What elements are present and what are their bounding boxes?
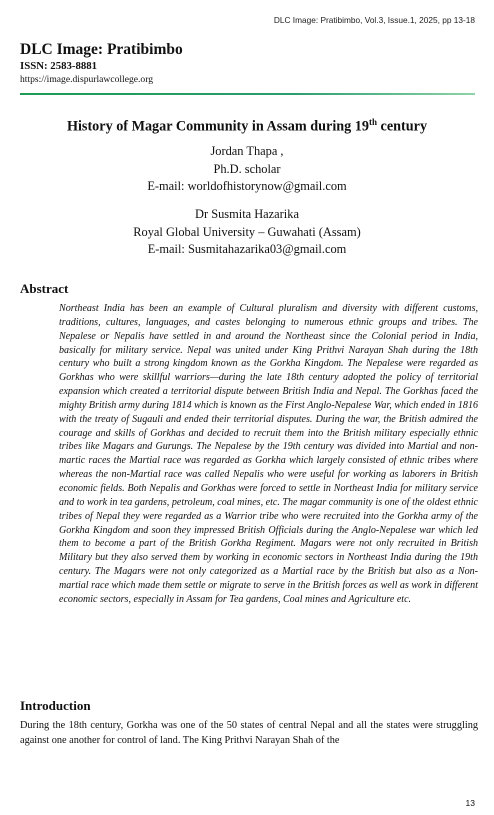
author-block-2	[0, 206, 494, 259]
journal-url[interactable]: https://image.dispurlawcollege.org	[20, 74, 154, 85]
paper-title-tail: century	[377, 118, 428, 135]
running-header: DLC Image: Pratibimbo, Vol.3, Issue.1, 2025, pp 13-18	[273, 15, 475, 25]
header-divider	[20, 93, 475, 95]
journal-issn: ISSN: 2583-8881	[20, 60, 98, 72]
journal-title: DLC Image: Pratibimbo	[20, 41, 183, 58]
abstract-text: Northeast India has been an example of Cultural pluralism and diversity with different customs, traditions, cultures, languages, and castes belonging to numerous ethnic groups and tribes. The Nepalese or Nepalis have settled in and around the Northeast since the Colonial period in India, basically for military service. Nepal was united under King Prithvi Narayan Shah during the 18th century who built a strong kingdom known as the Gorkha Kingdom. The Nepalese were regarded as Gorkhas who were skillful warriors—during the late 18th century adopted the policy of territorial expansion which created a territorial dispute between British India and Nepal. The Gorkhas faced the mighty British army during 1814 which is known as the First Anglo-Nepalese War, which ended in 1816 with the treaty of Sugauli and ended their territorial disputes. During the war, the British admired the courage and skills of Gorkhas and decided to recruit them into the British military especially ethnic tribes like Magars and Gurungs. The Nepalese by the 19th century was divided into Martial and non-martic races the Martial race was regarded as Gorkha which largely consisted of ethnic tribes where whereas the non-Martial race was called Nepalis who were useful for working as laborers in British economic fields. Both Nepalis and Gorkhas were forced to settle in Northeast India for military service and to work in tea gardens, petroleum, coal mines, etc. The magar community is one of the oldest ethnic tribes of Nepal they were regarded as a Warrior tribe who were recruited into the Gorkha army of the Gorkha Kingdom and soon they impressed British Officials during the Anglo-Nepalese war which led them to become a part of the British Gorkha Regiment. Magars were not only recruited in British Military but they also served them by working in economic sectors in Northeast India during the 19th century. The Magars were not only categorized as a Martial race by the British but also as a Non-martial race which made them settle or migrate to serve in the British forces as well as work in different economic sectors, especially in Assam for Tea gardens, Coal mines and Agriculture etc.	[59, 303, 478, 605]
author-email[interactable]: E-mail: worldofhistorynow@gmail.com	[147, 179, 347, 193]
paper-title-superscript: th	[368, 117, 377, 127]
author-role: Ph.D. scholar	[213, 161, 281, 176]
page-number: 13	[465, 798, 475, 808]
paper-title-main: History of Magar Community in Assam during 19	[66, 118, 369, 135]
author-name: Jordan Thapa ,	[210, 144, 284, 158]
author-block-1	[0, 143, 494, 196]
abstract-heading: Abstract	[20, 281, 69, 296]
journal-masthead	[20, 40, 475, 86]
paper-title	[0, 117, 494, 136]
author-name: Dr Susmita Hazarika	[195, 207, 299, 221]
introduction-text: During the 18th century, Gorkha was one of the 50 states of central Nepal and all the states were struggling against one another for control of land. The King Prithvi Narayan Shah of the	[20, 720, 478, 746]
introduction-heading: Introduction	[20, 698, 91, 713]
author-email[interactable]: E-mail: Susmitahazarika03@gmail.com	[147, 242, 347, 256]
author-affiliation: Royal Global University – Guwahati (Assam)	[133, 224, 361, 239]
